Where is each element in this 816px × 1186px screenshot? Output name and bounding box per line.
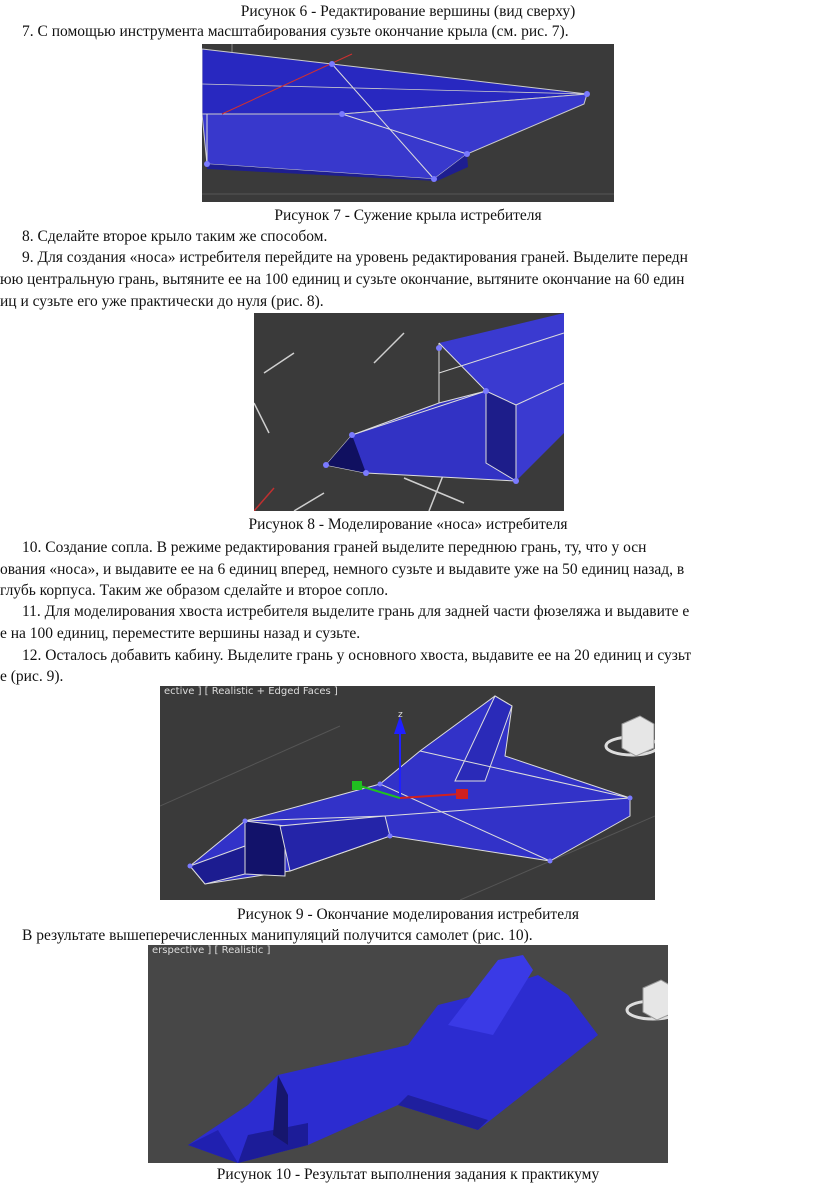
figure-9-viewport <box>160 686 655 900</box>
step-7-text: 7. С помощью инструмента масштабирования сузьте окончание крыла (см. рис. 7). <box>22 23 569 40</box>
caption-figure-6: Рисунок 6 - Редактирование вершины (вид сверху) <box>240 3 576 20</box>
result-text: В результате вышеперечисленных манипуляций получится самолет (рис. 10). <box>22 927 533 944</box>
caption-figure-9: Рисунок 9 - Окончание моделирования истребителя <box>237 906 579 923</box>
figure-10-viewport <box>148 945 668 1163</box>
step-11-text-line2: е на 100 единиц, переместите вершины назад и сузьте. <box>0 625 361 642</box>
caption-figure-8: Рисунок 8 - Моделирование «носа» истребителя <box>248 516 568 533</box>
step-8-text: 8. Сделайте второе крыло таким же способом. <box>22 228 328 245</box>
step-9-text-line2: юю центральную грань, вытяните ее на 100 единиц и сузьте окончание, вытяните окончание на 60 един <box>0 271 685 288</box>
step-12-text-line1: 12. Осталось добавить кабину. Выделите грань у основного хвоста, выдавите ее на 20 единиц и сузьт <box>22 647 692 664</box>
caption-figure-7: Рисунок 7 - Сужение крыла истребителя <box>274 207 542 224</box>
axis-z-label: z <box>398 710 403 720</box>
step-10-text-line1: 10. Создание сопла. В режиме редактирования граней выделите переднюю грань, ту, что у осн <box>22 539 647 556</box>
viewport-label: ective ] [ Realistic + Edged Faces ] <box>164 686 338 697</box>
step-10-text-line2: ования «носа», и выдавите ее на 6 единиц вперед, немного сузьте и выдавите уже на 50 единиц назад, в <box>0 561 685 578</box>
viewport-label: erspective ] [ Realistic ] <box>152 945 271 956</box>
step-9-text-line1: 9. Для создания «носа» истребителя перейдите на уровень редактирования граней. Выделите передн <box>22 249 688 266</box>
step-10-text-line3: глубь корпуса. Таким же образом сделайте и второе сопло. <box>0 582 389 599</box>
step-9-text-line3: иц и сузьте его уже практически до нуля (рис. 8). <box>0 293 324 310</box>
step-11-text-line1: 11. Для моделирования хвоста истребителя выделите грань для задней части фюзеляжа и выдавите е <box>22 603 690 620</box>
caption-figure-10: Рисунок 10 - Результат выполнения задания к практикуму <box>216 1166 600 1183</box>
figure-7-image <box>202 44 614 202</box>
step-12-text-line2: е (рис. 9). <box>0 668 64 685</box>
figure-8-image <box>254 313 564 511</box>
